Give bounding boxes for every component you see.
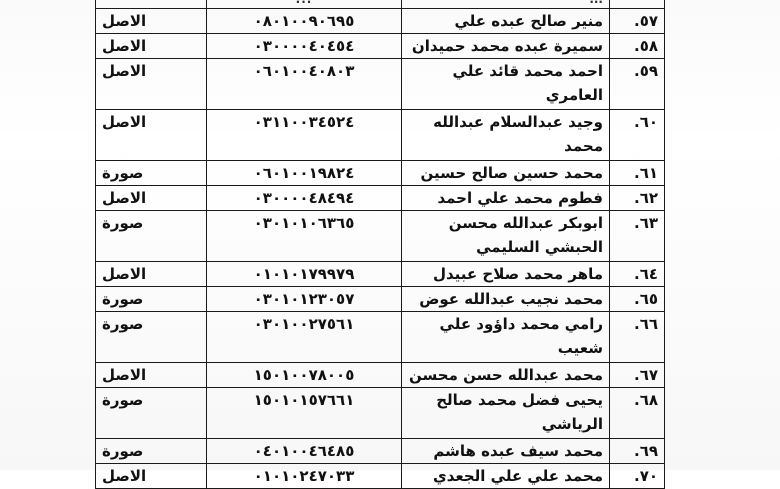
id-number: ١٥٠١٠٠٧٨٠٠٥ <box>207 363 402 388</box>
person-name: محمد حسين صالح حسين <box>402 161 610 186</box>
table-row <box>96 110 665 161</box>
person-name: محمد سيف عبده هاشم <box>402 439 610 464</box>
person-name: منير صالح عبده علي <box>402 9 610 34</box>
person-name: محمد عبدالله حسن محسن <box>402 363 610 388</box>
row-number: ٦٣. <box>610 211 665 262</box>
row-number: ٦٦. <box>610 312 665 363</box>
id-number: ٠٣٠١٠١٠٦٣٦٥ <box>207 211 402 262</box>
document-status: صورة <box>96 161 207 186</box>
row-number: ٦٨. <box>610 388 665 439</box>
row-number: ٦٠. <box>610 110 665 161</box>
row-number: ٦٤. <box>610 262 665 287</box>
table-row <box>96 34 665 59</box>
document-status <box>96 0 207 9</box>
row-number: ٧٠. <box>610 464 665 489</box>
document-status: صورة <box>96 439 207 464</box>
table-row <box>96 439 665 464</box>
document-status: الاصل <box>96 262 207 287</box>
document-status: الاصل <box>96 59 207 110</box>
row-number: ٦٥. <box>610 287 665 312</box>
id-number: ٠١٠١٠١٧٩٩٧٩ <box>207 262 402 287</box>
row-number: ٦٧. <box>610 363 665 388</box>
table-row <box>96 287 665 312</box>
document-status: الاصل <box>96 464 207 489</box>
person-name: يحيى فضل محمد صالح الرياشي <box>402 388 610 439</box>
table-row <box>96 9 665 34</box>
row-number: ٥٨. <box>610 34 665 59</box>
document-status: صورة <box>96 287 207 312</box>
id-number <box>207 0 402 9</box>
id-number: ٠٦٠١٠٠١٩٨٢٤ <box>207 161 402 186</box>
id-number: ٠٣٠١٠١٢٣٠٥٧ <box>207 287 402 312</box>
id-number: ٠٣٠١٠٠٢٧٥٦١ <box>207 312 402 363</box>
table-row <box>96 211 665 262</box>
id-number: ٠١٠١٠٢٤٧٠٣٣ <box>207 464 402 489</box>
table-row <box>96 161 665 186</box>
person-name: احمد محمد قائد علي العامري <box>402 59 610 110</box>
row-number <box>610 0 665 9</box>
row-number: ٥٩. <box>610 59 665 110</box>
row-number: ٦٩. <box>610 439 665 464</box>
id-number: ٠٣٠٠٠٠٤٠٤٥٤ <box>207 34 402 59</box>
id-number: ٠٣١١٠٠٣٤٥٢٤ <box>207 110 402 161</box>
document-status: الاصل <box>96 34 207 59</box>
document-status: صورة <box>96 312 207 363</box>
id-number: ٠٨٠١٠٠٩٠٦٩٥ <box>207 9 402 34</box>
table-body <box>96 0 665 489</box>
id-number: ٠٣٠٠٠٠٤٨٤٩٤ <box>207 186 402 211</box>
person-name: محمد علي علي الجعدي <box>402 464 610 489</box>
table-row <box>96 59 665 110</box>
document-status: الاصل <box>96 186 207 211</box>
table-row <box>96 312 665 363</box>
person-name: ماهر محمد صلاح عبيدل <box>402 262 610 287</box>
document-status: صورة <box>96 211 207 262</box>
person-name: ابوبكر عبدالله محسن الحبشي السليمي <box>402 211 610 262</box>
document-status: الاصل <box>96 110 207 161</box>
names-table <box>95 0 665 489</box>
row-number: ٥٧. <box>610 9 665 34</box>
person-name: رامي محمد داؤود علي شعيب <box>402 312 610 363</box>
table-row <box>96 464 665 489</box>
person-name: فطوم محمد علي احمد <box>402 186 610 211</box>
document-status: صورة <box>96 388 207 439</box>
row-number: ٦١. <box>610 161 665 186</box>
id-number: ١٥٠١٠١٥٧٦٦١ <box>207 388 402 439</box>
document-status: الاصل <box>96 363 207 388</box>
id-number: ٠٤٠١٠٠٤٦٤٨٥ <box>207 439 402 464</box>
document-status: الاصل <box>96 9 207 34</box>
row-number: ٦٢. <box>610 186 665 211</box>
person-name: سميرة عبده محمد حميدان <box>402 34 610 59</box>
table-row <box>96 0 665 9</box>
table-row <box>96 363 665 388</box>
table-row <box>96 186 665 211</box>
table-row <box>96 262 665 287</box>
person-name <box>402 0 610 9</box>
table-row <box>96 388 665 439</box>
person-name: وجيد عبدالسلام عبدالله محمد <box>402 110 610 161</box>
person-name: محمد نجيب عبدالله عوض <box>402 287 610 312</box>
id-number: ٠٦٠١٠٠٤٠٨٠٣ <box>207 59 402 110</box>
